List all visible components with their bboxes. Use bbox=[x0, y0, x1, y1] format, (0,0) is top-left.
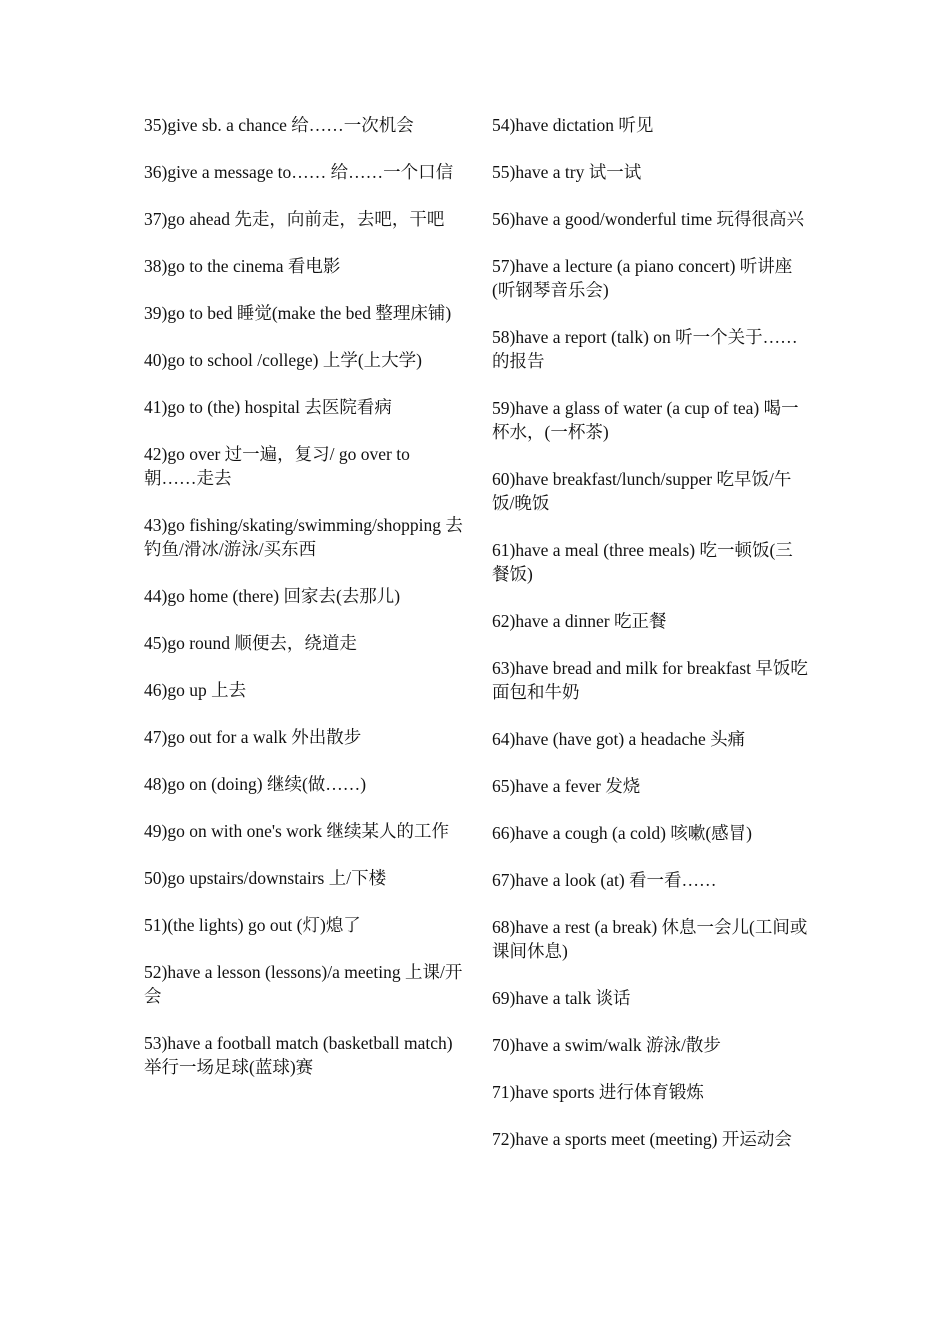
phrase-entry: 49)go on with one's work 继续某人的工作 bbox=[144, 821, 450, 841]
phrase-entry: 35)give sb. a chance 给……一次机会 bbox=[144, 115, 414, 135]
phrase-entry: 62)have a dinner 吃正餐 bbox=[492, 611, 667, 631]
phrase-entry: 65)have a fever 发烧 bbox=[492, 776, 641, 796]
phrase-entry: 44)go home (there) 回家去(去那儿) bbox=[144, 586, 401, 606]
phrase-entry: 48)go on (doing) 继续(做……) bbox=[144, 774, 367, 794]
phrase-entry: 68)have a rest (a break) 休息一会儿(工间或课间休息) bbox=[492, 917, 808, 961]
phrase-entry: 54)have dictation 听见 bbox=[492, 115, 654, 135]
phrase-entry: 56)have a good/wonderful time 玩得很高兴 bbox=[492, 209, 805, 229]
phrase-entry: 51)(the lights) go out (灯)熄了 bbox=[144, 915, 361, 935]
phrase-entry: 59)have a glass of water (a cup of tea) 喝一杯水，(一杯茶) bbox=[492, 398, 799, 442]
phrase-entry: 60)have breakfast/lunch/supper 吃早饭/午饭/晚饭 bbox=[492, 469, 792, 513]
phrase-entry: 71)have sports 进行体育锻炼 bbox=[492, 1082, 704, 1102]
phrase-entry: 45)go round 顺便去，绕道走 bbox=[144, 633, 357, 653]
phrase-entry: 46)go up 上去 bbox=[144, 680, 247, 700]
phrase-entry: 61)have a meal (three meals) 吃一顿饭(三餐饭) bbox=[492, 540, 793, 584]
phrase-entry: 58)have a report (talk) on 听一个关于……的报告 bbox=[492, 327, 798, 371]
left-column bbox=[144, 113, 464, 1102]
phrase-entry: 50)go upstairs/downstairs 上/下楼 bbox=[144, 868, 387, 888]
phrase-entry: 42)go over 过一遍，复习/ go over to 朝……走去 bbox=[144, 444, 410, 488]
phrase-entry: 67)have a look (at) 看一看…… bbox=[492, 870, 717, 890]
phrase-entry: 38)go to the cinema 看电影 bbox=[144, 256, 341, 276]
phrase-entry: 70)have a swim/walk 游泳/散步 bbox=[492, 1035, 721, 1055]
phrase-entry: 41)go to (the) hospital 去医院看病 bbox=[144, 397, 392, 417]
phrase-entry: 47)go out for a walk 外出散步 bbox=[144, 727, 362, 747]
phrase-entry: 66)have a cough (a cold) 咳嗽(感冒) bbox=[492, 823, 752, 843]
phrase-entry: 40)go to school /college) 上学(上大学) bbox=[144, 350, 423, 370]
phrase-entry: 53)have a football match (basketball match) 举行一场足球(蓝球)赛 bbox=[144, 1033, 453, 1077]
phrase-entry: 37)go ahead 先走，向前走，去吧，干吧 bbox=[144, 209, 445, 229]
phrase-entry: 36)give a message to…… 给……一个口信 bbox=[144, 162, 454, 182]
phrase-entry: 43)go fishing/skating/swimming/shopping 去钓鱼/滑冰/游泳/买东西 bbox=[144, 515, 463, 559]
phrase-entry: 72)have a sports meet (meeting) 开运动会 bbox=[492, 1129, 792, 1149]
phrase-entry: 55)have a try 试一试 bbox=[492, 162, 642, 182]
phrase-entry: 57)have a lecture (a piano concert) 听讲座(听钢琴音乐会) bbox=[492, 256, 793, 300]
right-column bbox=[492, 113, 810, 1174]
phrase-entry: 63)have bread and milk for breakfast 早饭吃面包和牛奶 bbox=[492, 658, 808, 702]
phrase-entry: 69)have a talk 谈话 bbox=[492, 988, 631, 1008]
phrase-entry: 52)have a lesson (lessons)/a meeting 上课/开会 bbox=[144, 962, 463, 1006]
phrase-entry: 64)have (have got) a headache 头痛 bbox=[492, 729, 746, 749]
phrase-entry: 39)go to bed 睡觉(make the bed 整理床铺) bbox=[144, 303, 452, 323]
